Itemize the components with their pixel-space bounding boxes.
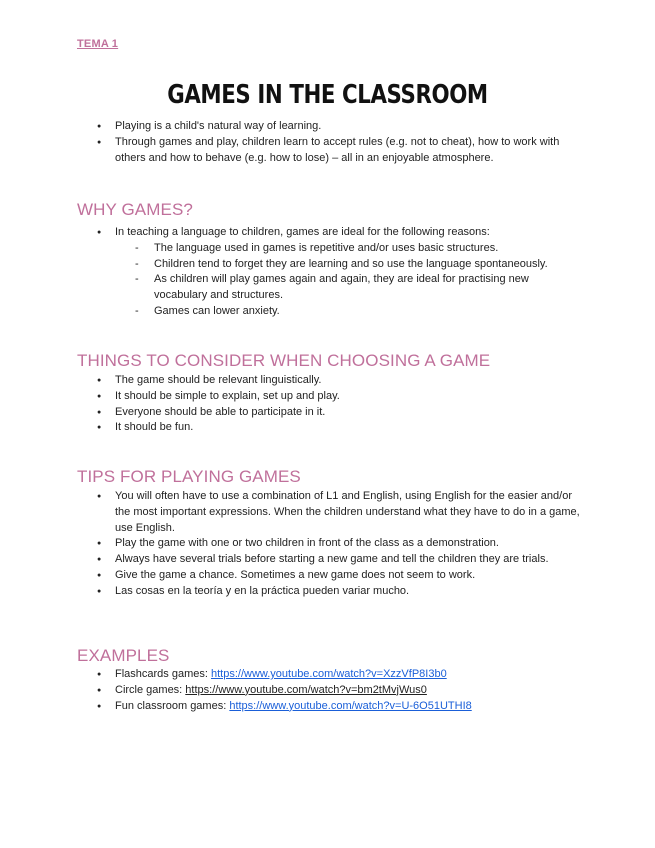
reasons-list xyxy=(115,241,582,320)
why-lead: In teaching a language to children, games are ideal for the following reasons: xyxy=(115,226,490,238)
list-item: ● It should be fun. xyxy=(77,420,582,436)
list-item: ● Las cosas en la teoría y en la práctica pueden variar mucho. xyxy=(77,584,582,600)
example-label: Circle games: xyxy=(115,683,186,696)
list-item: - The language used in games is repetitive and/or uses basic structures. xyxy=(115,241,582,257)
list-item: ● Play the game with one or two children in front of the class as a demonstration. xyxy=(77,536,582,552)
list-item: ● Everyone should be able to participate in it. xyxy=(77,405,582,421)
list-item: ● You will often have to use a combination of L1 and English, using English for the easier and/or the most important expressions. When the children understand what they have to do in a game, use English. xyxy=(77,489,582,536)
example-label: Flashcards games: xyxy=(115,668,211,680)
intro-list xyxy=(77,119,582,166)
section-heading-why: WHY GAMES? xyxy=(77,200,193,219)
example-label: Fun classroom games: xyxy=(115,699,230,712)
section-heading-tips: TIPS FOR PLAYING GAMES xyxy=(77,467,301,486)
list-item: - Children tend to forget they are learning and so use the language spontaneously. xyxy=(115,257,582,273)
why-list xyxy=(77,225,582,320)
list-item: - Games can lower anxiety. xyxy=(115,304,582,320)
example-link-circle[interactable]: https://www.youtube.com/watch?v=bm2tMvjWus0 xyxy=(185,683,427,696)
example-link-fun[interactable]: https://www.youtube.com/watch?v=U-6O51UTHI8 xyxy=(229,699,472,712)
list-item xyxy=(77,225,582,320)
list-item: ● Playing is a child's natural way of learning. xyxy=(77,119,582,135)
list-item: ● Through games and play, children learn to accept rules (e.g. not to cheat), how to work with others and how to behave (e.g. how to lose) – all in an enjoyable atmosphere. xyxy=(77,135,582,167)
examples-list xyxy=(77,667,582,714)
list-item xyxy=(77,683,582,699)
list-item: - As children will play games again and again, they are ideal for practising new vocabulary and structures. xyxy=(115,272,582,304)
list-item xyxy=(77,667,582,683)
list-item: ● The game should be relevant linguistically. xyxy=(77,373,582,389)
example-link-flashcards[interactable]: https://www.youtube.com/watch?v=XzzVfP8I3b0 xyxy=(210,668,447,680)
page-title: GAMES IN THE CLASSROOM xyxy=(167,80,488,110)
list-item xyxy=(77,699,582,715)
list-item: ● Give the game a chance. Sometimes a new game does not seem to work. xyxy=(77,568,582,584)
tema-label: TEMA 1 xyxy=(77,38,119,50)
list-item: ● Always have several trials before starting a new game and tell the children they are trials. xyxy=(77,552,582,568)
tips-list xyxy=(77,489,582,600)
section-heading-consider: THINGS TO CONSIDER WHEN CHOOSING A GAME xyxy=(77,351,491,370)
list-item: ● It should be simple to explain, set up and play. xyxy=(77,389,582,405)
consider-list xyxy=(77,373,582,436)
section-heading-examples: EXAMPLES xyxy=(77,646,170,665)
